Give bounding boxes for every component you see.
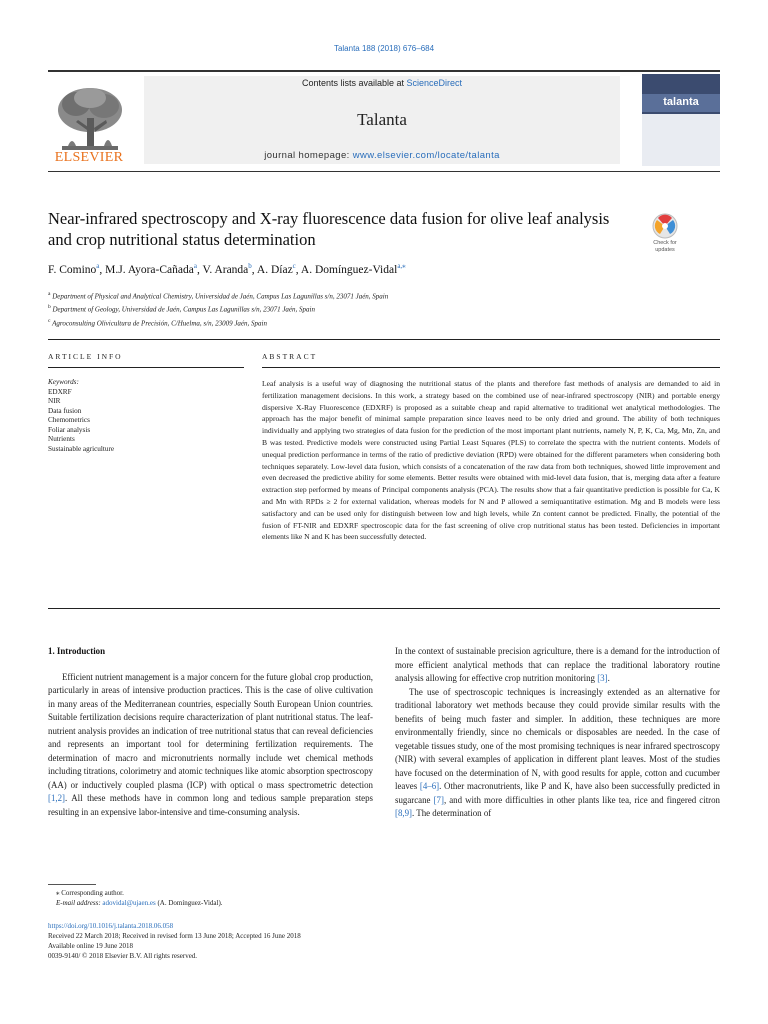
keywords-list bbox=[48, 378, 228, 454]
reference-link[interactable]: [7] bbox=[433, 794, 444, 805]
keyword-item: Sustainable agriculture bbox=[48, 444, 115, 453]
email-owner: (A. Domínguez-Vidal). bbox=[155, 899, 223, 907]
author[interactable]: V. Aranda bbox=[202, 263, 249, 276]
online-date: Available online 19 June 2018 bbox=[48, 942, 134, 950]
journal-info-panel bbox=[144, 76, 620, 164]
affiliation-sup: c bbox=[48, 317, 51, 324]
author[interactable]: A. Díaz bbox=[256, 263, 293, 276]
affiliation-sup: a bbox=[48, 291, 51, 297]
affiliation-text: Department of Physical and Analytical Chemistry, Universidad de Jaén, Campus Las Lagunillas s/n, 23071 Jaén, Spain bbox=[52, 292, 389, 301]
intro-paragraph bbox=[395, 645, 720, 686]
keyword-item: Foliar analysis bbox=[48, 425, 91, 434]
author-list: F. Comino$^a$, M.J. Ayora-Cañada$^a$, V. Aranda$^b$, A. Díaz$^c$, A. Domínguez-Vidal$^{a,⁎}$ bbox=[48, 262, 406, 276]
keyword-item: Data fusion bbox=[48, 406, 82, 415]
crossmark-label bbox=[640, 240, 690, 253]
corresponding-author-note bbox=[56, 888, 376, 898]
affiliation-text: Department of Geology, Universidad de Jaén, Campus Las Lagunillas s/n, 23071 Jaén, Spain bbox=[52, 305, 315, 314]
email-label: E-mail address: bbox=[56, 899, 103, 907]
author-affil-sup[interactable]: a bbox=[193, 262, 197, 270]
keyword-item: Nutrients bbox=[48, 435, 75, 443]
paragraph-text: . All these methods have in common long and tedious sample preparation steps resulting in an expensive labor-intensive and time-consuming analysis. bbox=[48, 793, 373, 817]
journal-banner bbox=[48, 70, 720, 172]
reference-link[interactable]: [4–6] bbox=[419, 781, 440, 791]
banner-bottom-rule bbox=[48, 171, 720, 173]
abstract-end-rule bbox=[48, 608, 720, 609]
keyword-item: EDXRF bbox=[48, 387, 72, 396]
paragraph-text: In the context of sustainable precision agriculture, there is a demand for the introduction of more efficient analytical methods that can replace the traditional laboratory routine analysis allowing for effective crop nutrition monitoring bbox=[395, 646, 720, 683]
email-note bbox=[56, 898, 376, 908]
affiliation-text: Agroconsulting Olivicultura de Precisión, C/Huelma, s/n, 23009 Jaén, Spain bbox=[52, 318, 267, 327]
keyword-item: NIR bbox=[48, 397, 61, 405]
abstract-heading: ABSTRACT bbox=[262, 352, 318, 361]
publication-info bbox=[48, 921, 448, 961]
front-matter-rule bbox=[48, 339, 720, 340]
doi-link[interactable]: https://doi.org/10.1016/j.talanta.2018.06.058 bbox=[48, 922, 174, 930]
author-affil-sup[interactable]: a bbox=[96, 262, 100, 270]
body-left-column bbox=[48, 645, 373, 819]
intro-paragraph bbox=[48, 671, 373, 820]
footnote-text: Corresponding author. bbox=[61, 889, 124, 897]
abstract-rule bbox=[262, 367, 720, 368]
abstract-body: Leaf analysis is a useful way of diagnosing the nutritional status of the plants and therefore fast methods of analysis are demanded to aid in fertilization management decisions. In this work, a strategy based on the combined use of near-infrared spectroscopy (NIR) and portable energy dispersive X-Ray Fluorescence (EDXRF) is proposed as a suitable cheap and rapid alternative to traditional wet analytical methodologies. The approach has the major benefit of minimal sample preparation since leaves need to be only dried and ground. The ability of both techniques individually and applying two strategies of data fusion for the prediction of the most important plant nutrients, namely N, P, K, Ca, Mg, Mn, Zn, and B was tested. Predictive models were constructed using Partial Least Squares (PLS) to correlate the spectra with the nutrient contents. Models of unequal prediction performance in terms of the ratio of predictive deviation (RPD) were obtained for the different parameters when considering both techniques separately. Low-level data fusion, which consists of a concatenation of the raw data from both techniques, showed little improvement and even decreased the predictive ability for some elements. Better results were obtained with mid-level data fusion, that is, merging data after a feature extraction step performed by means of Principal components analysis (PCA). The results show that a fair quantitative prediction is possible for Ca, K and Mn with RPDs ≥ 2 for external validation, whereas models for N and P allowed a semiquantitative estimation. Mg and B models were less satisfactory and can be used only for distinguish between low and high levels, while Zn content cannot be predicted. Finally, the potential of the fusion of FT-NIR and EDXRF spectroscopic data for the fast screening of olive crop nutritional status has been tested. Deficiencies in important elements like N and K has been successfully detected. bbox=[262, 379, 720, 542]
crossmark-line2: updates bbox=[655, 246, 675, 253]
affiliation bbox=[48, 316, 720, 329]
affiliation bbox=[48, 289, 720, 302]
paragraph-text: . bbox=[607, 673, 610, 683]
journal-citation-link[interactable]: Talanta 188 (2018) 676–684 bbox=[333, 44, 435, 53]
cover-lower-panel bbox=[642, 114, 720, 166]
journal-homepage bbox=[144, 150, 620, 161]
homepage-link[interactable]: www.elsevier.com/locate/talanta bbox=[352, 150, 500, 161]
affiliation-list bbox=[48, 289, 720, 329]
received-dates: Received 22 March 2018; Received in revised form 13 June 2018; Accepted 16 June 2018 bbox=[48, 932, 301, 940]
author[interactable]: F. Comino bbox=[48, 263, 97, 276]
keywords-label: Keywords: bbox=[48, 378, 79, 386]
paragraph-text: The use of spectroscopic techniques is increasingly extended as an alternative for traditional laboratory wet methods because they could provide similar results with the benefits of being much faster and simpler. In addition, these techniques are more environmentally friendly, since no chemicals or disposables are needed. In the case of vegetable tissues study, one of the most promising techniques is near infrared spectroscopy (NIR) with several examples of application in different plant leaves. Most of the studies have focused on the determination of N, with good results for apple, cotton and cucumber leaves bbox=[395, 686, 720, 791]
paragraph-text: . The determination of bbox=[412, 808, 492, 818]
article-info-heading: ARTICLE INFO bbox=[48, 352, 123, 361]
journal-cover-image bbox=[642, 74, 720, 166]
author-affil-sup[interactable]: c bbox=[292, 262, 296, 270]
article-title: Near-infrared spectroscopy and X-ray fluorescence data fusion for olive leaf analysis and crop nutritional status determination bbox=[48, 209, 610, 249]
body-right-column bbox=[395, 645, 720, 821]
paragraph-text: . Other macronutrients, like P and K, have also been successfully predicted in sugarcane bbox=[395, 781, 720, 805]
affiliation bbox=[48, 302, 720, 315]
sciencedirect-link[interactable]: ScienceDirect bbox=[406, 78, 463, 88]
crossmark-icon bbox=[640, 212, 690, 240]
homepage-prefix: journal homepage: bbox=[264, 150, 353, 161]
reference-link[interactable]: [1,2] bbox=[48, 793, 66, 803]
intro-paragraph bbox=[395, 686, 720, 821]
article-info-rule bbox=[48, 367, 244, 368]
affiliation-sup: b bbox=[48, 304, 51, 311]
paragraph-text: , and with more difficulties in other plants like tea, rice and fingered citron bbox=[443, 794, 720, 805]
email-link[interactable]: adovidal@ujaen.es bbox=[102, 899, 156, 907]
author-affil-sup[interactable]: a,⁎ bbox=[397, 262, 406, 270]
journal-name: Talanta bbox=[357, 110, 407, 129]
crossmark-line1: Check for bbox=[653, 240, 677, 246]
keyword-item: Chemometrics bbox=[48, 416, 90, 424]
author[interactable]: M.J. Ayora-Cañada bbox=[105, 263, 194, 276]
check-for-updates-button[interactable] bbox=[640, 212, 690, 264]
banner-top-rule bbox=[48, 70, 720, 72]
paragraph-text: Efficient nutrient management is a major concern for the future global crop production, particularly in areas of intensive production practices. This is the case of olive cultivation in many areas of the Mediterranean countries, especially South European Union countries. Suitable fertilization decisions require characterization of plant nutritional status. The leaf-nutrient analysis provides an indication of tree nutritional status that can reveal deficiencies and represents an important tool for determining fertilization requirements. The determination of macro and micronutrients normally include wet chemical methods including titrations, colorimetry and atomic techniques like atomic absorption spectroscopy (AA) or inductively coupled plasma (ICP) with optical o mass spectrometric detection bbox=[48, 671, 373, 790]
footnote-rule bbox=[48, 884, 96, 885]
contents-prefix: Contents lists available at bbox=[301, 78, 407, 88]
footnote bbox=[56, 888, 376, 908]
publisher-wordmark: ELSEVIER bbox=[54, 150, 124, 165]
author-affil-sup[interactable]: b bbox=[248, 262, 252, 270]
footnote-symbol: ⁎ bbox=[56, 889, 60, 897]
cover-title: talanta bbox=[663, 96, 699, 108]
author[interactable]: A. Domínguez-Vidal bbox=[300, 263, 398, 276]
copyright: 0039-9140/ © 2018 Elsevier B.V. All rights reserved. bbox=[48, 952, 198, 960]
contents-availability bbox=[144, 78, 620, 88]
reference-link[interactable]: [8,9] bbox=[395, 808, 413, 818]
reference-link[interactable]: [3] bbox=[597, 673, 608, 683]
section-heading-introduction: 1. Introduction bbox=[48, 646, 106, 656]
